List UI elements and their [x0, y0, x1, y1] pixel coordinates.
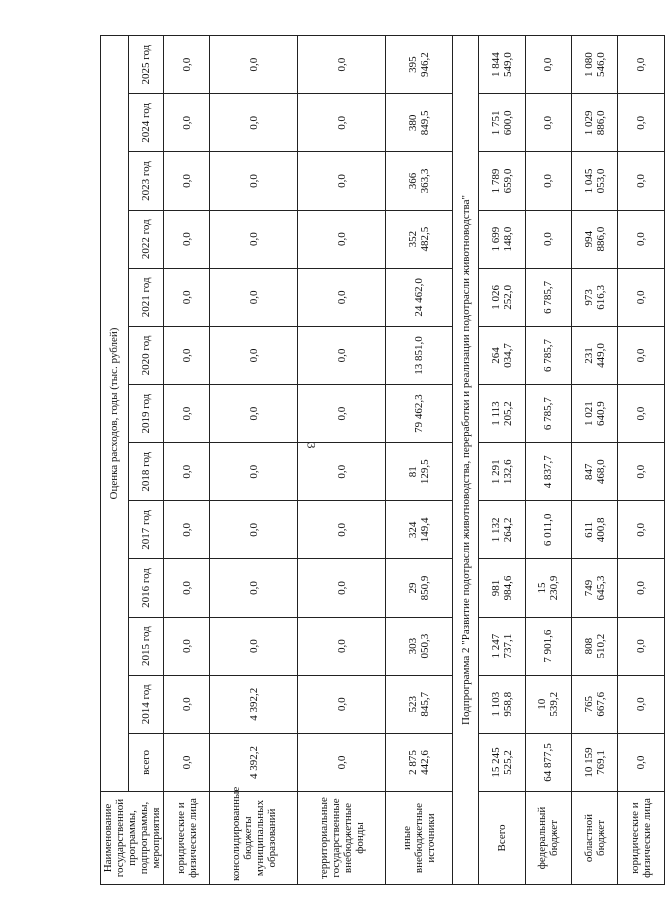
table-cell: 29 850,9	[386, 559, 453, 617]
table-cell: 1 029 886,0	[572, 94, 618, 152]
table-cell: 1 844 549,0	[479, 36, 525, 94]
table-cell: 0,0	[618, 617, 665, 675]
table-cell: 0,0	[164, 152, 210, 210]
column-header: 2022 год	[128, 210, 163, 268]
table-cell: 0,0	[164, 675, 210, 733]
subprogram-row	[453, 36, 479, 885]
table-cell: 1 026 252,0	[479, 268, 525, 326]
table-cell: 0,0	[618, 326, 665, 384]
table-cell: 81 129,5	[386, 443, 453, 501]
table-cell: 352 482,5	[386, 210, 453, 268]
table-cell: 0,0	[210, 326, 298, 384]
table-row	[210, 36, 298, 885]
table-cell: 0,0	[618, 385, 665, 443]
table-cell: 0,0	[210, 617, 298, 675]
column-header: 2018 год	[128, 443, 163, 501]
table-row	[386, 36, 453, 885]
table-cell: 380 849,5	[386, 94, 453, 152]
table-cell: 2 875 442,6	[386, 733, 453, 791]
table-cell: 15 230,9	[525, 559, 571, 617]
table-cell: 0,0	[298, 443, 386, 501]
row-label: консолидированные бюджеты муниципальных образований	[210, 792, 298, 885]
table-row	[572, 36, 618, 885]
column-header: 2015 год	[128, 617, 163, 675]
table-cell: 0,0	[210, 36, 298, 94]
table-cell: 1 247 737,1	[479, 617, 525, 675]
table-cell: 0,0	[164, 385, 210, 443]
row-label: областной бюджет	[572, 792, 618, 885]
table-cell: 0,0	[298, 675, 386, 733]
table-cell: 0,0	[298, 733, 386, 791]
table-cell: 0,0	[164, 326, 210, 384]
table-cell: 324 149,4	[386, 501, 453, 559]
table-cell: 0,0	[618, 36, 665, 94]
table-cell: 611 400,8	[572, 501, 618, 559]
table-cell: 765 667,6	[572, 675, 618, 733]
table-cell: 64 877,5	[525, 733, 571, 791]
table-cell: 0,0	[210, 559, 298, 617]
table-cell: 0,0	[618, 152, 665, 210]
table-cell: 264 034,7	[479, 326, 525, 384]
table-cell: 808 510,2	[572, 617, 618, 675]
table-cell: 1 291 132,6	[479, 443, 525, 501]
table-cell: 366 363,3	[386, 152, 453, 210]
table-cell: 1 021 640,9	[572, 385, 618, 443]
table-cell: 4 392,2	[210, 675, 298, 733]
table-cell: 1 080 546,0	[572, 36, 618, 94]
table-cell: 24 462,0	[386, 268, 453, 326]
table-row	[618, 36, 665, 885]
table-cell: 231 449,0	[572, 326, 618, 384]
table-cell: 0,0	[164, 210, 210, 268]
table-cell: 0,0	[210, 443, 298, 501]
table-cell: 0,0	[525, 36, 571, 94]
table-cell: 0,0	[618, 675, 665, 733]
table-cell: 0,0	[298, 210, 386, 268]
column-header: 2024 год	[128, 94, 163, 152]
budget-table-container	[100, 35, 654, 885]
column-header: 2017 год	[128, 501, 163, 559]
table-cell: 1 045 053,0	[572, 152, 618, 210]
table-cell: 0,0	[298, 152, 386, 210]
table-cell: 0,0	[298, 268, 386, 326]
table-cell: 0,0	[298, 559, 386, 617]
table-cell: 994 886,0	[572, 210, 618, 268]
table-cell: 0,0	[618, 268, 665, 326]
subprogram-title: Подпрограмма 2 "Развитие подотрасли животноводства, переработки и реализации подотрасли животноводства"	[453, 36, 479, 885]
table-cell: 0,0	[618, 559, 665, 617]
table-cell: 1 103 958,8	[479, 675, 525, 733]
table-cell: 0,0	[298, 326, 386, 384]
row-label: территориальные государственные внебюджетные фонды	[298, 792, 386, 885]
table-cell: 0,0	[164, 36, 210, 94]
header-estimate: Оценка расходов, годы (тыс. рублей)	[101, 36, 129, 792]
table-cell: 0,0	[210, 385, 298, 443]
column-header: 2019 год	[128, 385, 163, 443]
table-cell: 79 462,3	[386, 385, 453, 443]
budget-table	[100, 35, 665, 885]
table-cell: 0,0	[164, 559, 210, 617]
table-cell: 0,0	[164, 733, 210, 791]
table-cell: 0,0	[298, 617, 386, 675]
row-label: юридические и физические лица	[618, 792, 665, 885]
table-cell: 1 113 205,2	[479, 385, 525, 443]
table-cell: 1 132 264,2	[479, 501, 525, 559]
table-cell: 395 946,2	[386, 36, 453, 94]
table-cell: 10 539,2	[525, 675, 571, 733]
table-cell: 0,0	[618, 733, 665, 791]
column-header: 2016 год	[128, 559, 163, 617]
table-cell: 0,0	[164, 268, 210, 326]
page-number: 3	[304, 442, 319, 449]
table-cell: 0,0	[525, 94, 571, 152]
table-cell: 1 699 148,0	[479, 210, 525, 268]
table-cell: 981 984,6	[479, 559, 525, 617]
table-cell: 303 050,3	[386, 617, 453, 675]
table-cell: 0,0	[298, 36, 386, 94]
row-label: федеральный бюджет	[525, 792, 571, 885]
table-cell: 4 837,7	[525, 443, 571, 501]
table-cell: 0,0	[298, 385, 386, 443]
table-cell: 0,0	[164, 501, 210, 559]
table-cell: 0,0	[210, 152, 298, 210]
table-cell: 0,0	[525, 210, 571, 268]
row-label: иные внебюджетные источники	[386, 792, 453, 885]
row-label: юридические и физические лица	[164, 792, 210, 885]
table-cell: 0,0	[525, 152, 571, 210]
table-cell: 523 845,7	[386, 675, 453, 733]
table-cell: 0,0	[210, 210, 298, 268]
table-cell: 15 245 525,2	[479, 733, 525, 791]
table-cell: 0,0	[210, 268, 298, 326]
table-cell: 0,0	[618, 94, 665, 152]
table-cell: 6 011,0	[525, 501, 571, 559]
table-row	[298, 36, 386, 885]
table-cell: 6 785,7	[525, 268, 571, 326]
column-header: 2025 год	[128, 36, 163, 94]
table-cell: 10 159 769,1	[572, 733, 618, 791]
table-cell: 7 901,6	[525, 617, 571, 675]
table-row	[525, 36, 571, 885]
table-cell: 13 851,0	[386, 326, 453, 384]
table-cell: 1 751 600,0	[479, 94, 525, 152]
row-label: Всего	[479, 792, 525, 885]
table-cell: 749 645,3	[572, 559, 618, 617]
table-cell: 0,0	[618, 443, 665, 501]
table-cell: 847 468,0	[572, 443, 618, 501]
table-row	[479, 36, 525, 885]
table-cell: 6 785,7	[525, 385, 571, 443]
column-header: 2021 год	[128, 268, 163, 326]
table-cell: 0,0	[298, 94, 386, 152]
table-cell: 0,0	[164, 443, 210, 501]
table-cell: 1 789 659,0	[479, 152, 525, 210]
table-cell: 0,0	[164, 617, 210, 675]
column-header: всего	[128, 733, 163, 791]
table-cell: 0,0	[618, 501, 665, 559]
table-cell: 6 785,7	[525, 326, 571, 384]
table-row	[164, 36, 210, 885]
table-cell: 4 392,2	[210, 733, 298, 791]
table-cell: 0,0	[618, 210, 665, 268]
column-header: 2023 год	[128, 152, 163, 210]
column-header: 2014 год	[128, 675, 163, 733]
column-header: 2020 год	[128, 326, 163, 384]
table-cell: 973 616,3	[572, 268, 618, 326]
table-cell: 0,0	[210, 94, 298, 152]
header-name: Наименование государственной программы, подпрограммы, мероприятия	[101, 792, 164, 885]
table-cell: 0,0	[164, 94, 210, 152]
table-cell: 0,0	[210, 501, 298, 559]
table-cell: 0,0	[298, 501, 386, 559]
